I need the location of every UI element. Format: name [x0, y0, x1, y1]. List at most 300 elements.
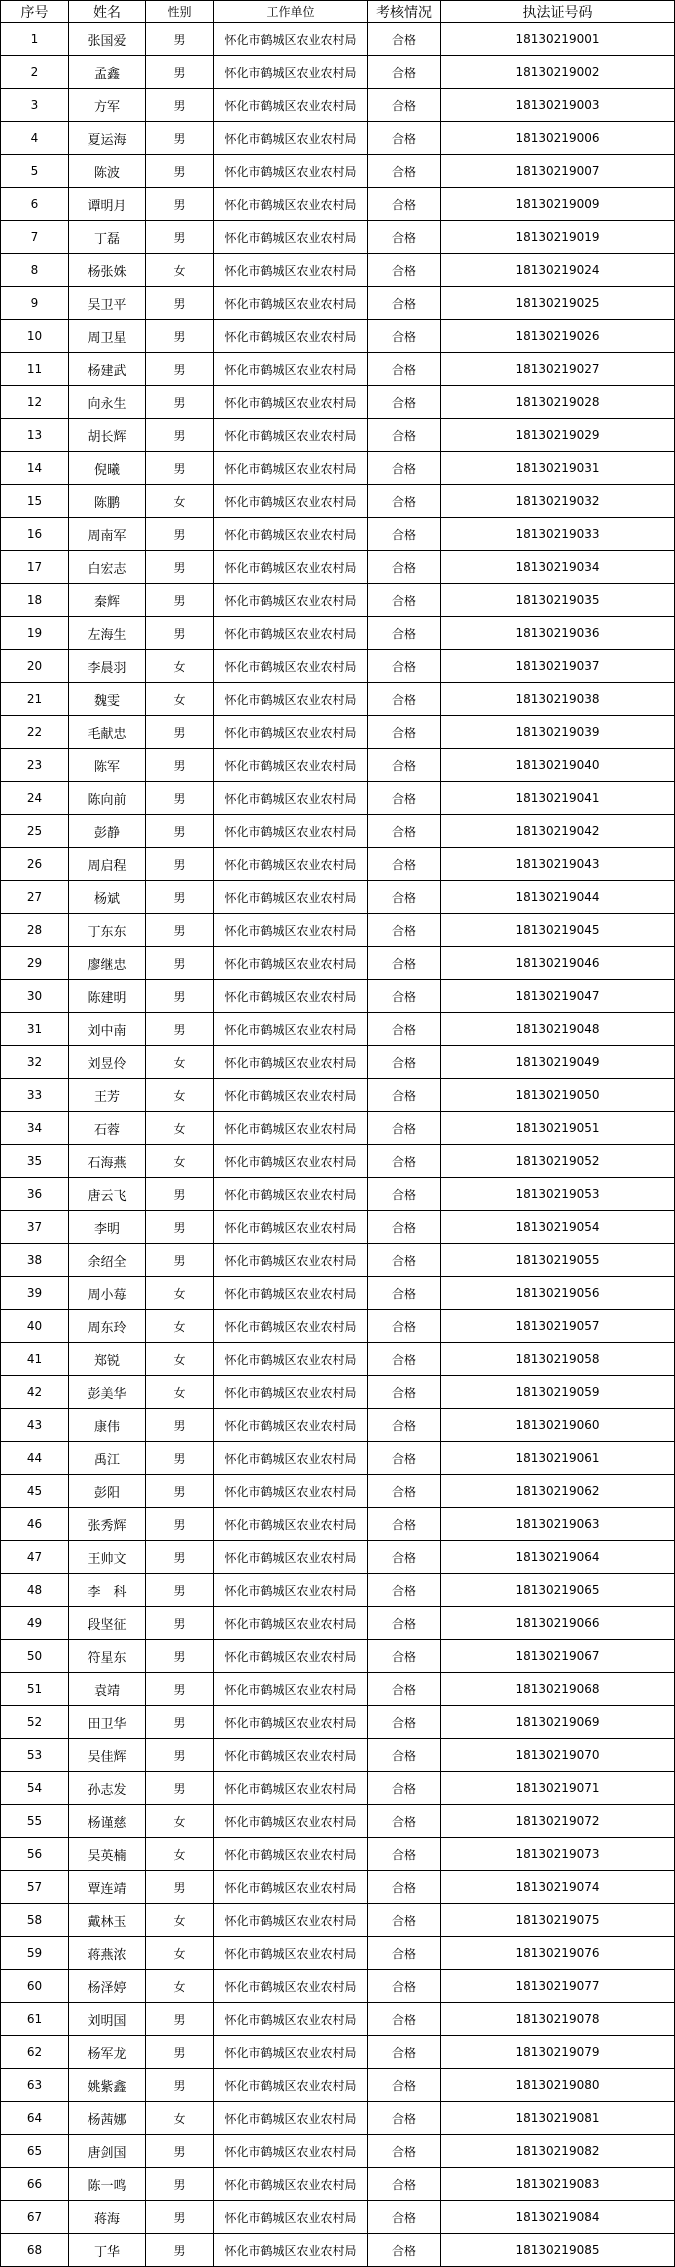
- cell-gender: 男: [146, 56, 214, 89]
- table-row: [1, 1772, 675, 1805]
- cell-name: 杨斌: [69, 881, 146, 914]
- cell-name: 陈一鸣: [69, 2168, 146, 2201]
- cell-name: 杨茜娜: [69, 2102, 146, 2135]
- cell-assessment: 合格: [368, 1310, 441, 1343]
- cell-work-unit: 怀化市鹤城区农业农村局: [214, 1772, 368, 1805]
- cell-index: 26: [1, 848, 69, 881]
- cell-gender: 男: [146, 1673, 214, 1706]
- cell-work-unit: 怀化市鹤城区农业农村局: [214, 551, 368, 584]
- cell-index: 48: [1, 1574, 69, 1607]
- cell-gender: 男: [146, 2036, 214, 2069]
- cell-name: 谭明月: [69, 188, 146, 221]
- cell-gender: 男: [146, 1013, 214, 1046]
- table-row: [1, 1706, 675, 1739]
- cell-assessment: 合格: [368, 2168, 441, 2201]
- cell-work-unit: 怀化市鹤城区农业农村局: [214, 1145, 368, 1178]
- cell-assessment: 合格: [368, 56, 441, 89]
- cell-license-number: 18130219043: [441, 848, 675, 881]
- cell-license-number: 18130219044: [441, 881, 675, 914]
- cell-assessment: 合格: [368, 155, 441, 188]
- cell-gender: 男: [146, 947, 214, 980]
- cell-name: 周东玲: [69, 1310, 146, 1343]
- cell-index: 34: [1, 1112, 69, 1145]
- cell-index: 14: [1, 452, 69, 485]
- cell-work-unit: 怀化市鹤城区农业农村局: [214, 1541, 368, 1574]
- cell-license-number: 18130219027: [441, 353, 675, 386]
- table-row: [1, 914, 675, 947]
- cell-assessment: 合格: [368, 815, 441, 848]
- table-row: [1, 1673, 675, 1706]
- cell-name: 姚紫鑫: [69, 2069, 146, 2102]
- cell-work-unit: 怀化市鹤城区农业农村局: [214, 122, 368, 155]
- cell-gender: 男: [146, 551, 214, 584]
- cell-license-number: 18130219050: [441, 1079, 675, 1112]
- table-row: [1, 782, 675, 815]
- cell-name: 向永生: [69, 386, 146, 419]
- cell-gender: 男: [146, 782, 214, 815]
- cell-gender: 女: [146, 1145, 214, 1178]
- cell-index: 37: [1, 1211, 69, 1244]
- table-row: [1, 452, 675, 485]
- cell-assessment: 合格: [368, 2201, 441, 2234]
- cell-index: 28: [1, 914, 69, 947]
- cell-license-number: 18130219081: [441, 2102, 675, 2135]
- cell-name: 刘中南: [69, 1013, 146, 1046]
- cell-assessment: 合格: [368, 2102, 441, 2135]
- cell-assessment: 合格: [368, 1706, 441, 1739]
- cell-work-unit: 怀化市鹤城区农业农村局: [214, 1046, 368, 1079]
- table-row: [1, 353, 675, 386]
- table-row: [1, 2102, 675, 2135]
- cell-gender: 男: [146, 749, 214, 782]
- cell-assessment: 合格: [368, 782, 441, 815]
- cell-assessment: 合格: [368, 1079, 441, 1112]
- cell-license-number: 18130219049: [441, 1046, 675, 1079]
- table-row: [1, 419, 675, 452]
- cell-license-number: 18130219064: [441, 1541, 675, 1574]
- cell-work-unit: 怀化市鹤城区农业农村局: [214, 221, 368, 254]
- cell-gender: 男: [146, 2234, 214, 2267]
- cell-gender: 男: [146, 1211, 214, 1244]
- cell-index: 61: [1, 2003, 69, 2036]
- cell-work-unit: 怀化市鹤城区农业农村局: [214, 1706, 368, 1739]
- table-row: [1, 386, 675, 419]
- table-row: [1, 1079, 675, 1112]
- cell-work-unit: 怀化市鹤城区农业农村局: [214, 848, 368, 881]
- cell-name: 杨张姝: [69, 254, 146, 287]
- cell-name: 吴佳辉: [69, 1739, 146, 1772]
- cell-assessment: 合格: [368, 518, 441, 551]
- cell-index: 25: [1, 815, 69, 848]
- cell-work-unit: 怀化市鹤城区农业农村局: [214, 881, 368, 914]
- cell-assessment: 合格: [368, 1937, 441, 1970]
- cell-work-unit: 怀化市鹤城区农业农村局: [214, 386, 368, 419]
- cell-gender: 女: [146, 1046, 214, 1079]
- cell-index: 19: [1, 617, 69, 650]
- cell-license-number: 18130219054: [441, 1211, 675, 1244]
- cell-name: 孟鑫: [69, 56, 146, 89]
- header-name: 姓名: [69, 1, 146, 23]
- cell-assessment: 合格: [368, 1211, 441, 1244]
- cell-gender: 女: [146, 485, 214, 518]
- cell-assessment: 合格: [368, 485, 441, 518]
- cell-license-number: 18130219058: [441, 1343, 675, 1376]
- table-row: [1, 881, 675, 914]
- cell-index: 27: [1, 881, 69, 914]
- table-row: [1, 2234, 675, 2267]
- cell-name: 蒋海: [69, 2201, 146, 2234]
- cell-index: 60: [1, 1970, 69, 2003]
- cell-assessment: 合格: [368, 650, 441, 683]
- cell-license-number: 18130219063: [441, 1508, 675, 1541]
- cell-index: 53: [1, 1739, 69, 1772]
- cell-gender: 男: [146, 122, 214, 155]
- cell-work-unit: 怀化市鹤城区农业农村局: [214, 1376, 368, 1409]
- cell-name: 孙志发: [69, 1772, 146, 1805]
- cell-gender: 男: [146, 1475, 214, 1508]
- cell-name: 杨建武: [69, 353, 146, 386]
- cell-index: 15: [1, 485, 69, 518]
- cell-assessment: 合格: [368, 221, 441, 254]
- cell-gender: 女: [146, 1343, 214, 1376]
- cell-license-number: 18130219055: [441, 1244, 675, 1277]
- cell-gender: 女: [146, 1376, 214, 1409]
- cell-work-unit: 怀化市鹤城区农业农村局: [214, 1904, 368, 1937]
- cell-index: 35: [1, 1145, 69, 1178]
- table-row: [1, 584, 675, 617]
- cell-license-number: 18130219046: [441, 947, 675, 980]
- cell-name: 李 科: [69, 1574, 146, 1607]
- cell-gender: 男: [146, 1178, 214, 1211]
- cell-license-number: 18130219071: [441, 1772, 675, 1805]
- cell-index: 23: [1, 749, 69, 782]
- cell-index: 63: [1, 2069, 69, 2102]
- cell-name: 陈波: [69, 155, 146, 188]
- cell-license-number: 18130219072: [441, 1805, 675, 1838]
- cell-license-number: 18130219078: [441, 2003, 675, 2036]
- cell-assessment: 合格: [368, 1178, 441, 1211]
- cell-index: 22: [1, 716, 69, 749]
- cell-gender: 男: [146, 1574, 214, 1607]
- cell-assessment: 合格: [368, 1244, 441, 1277]
- cell-assessment: 合格: [368, 353, 441, 386]
- cell-license-number: 18130219059: [441, 1376, 675, 1409]
- cell-assessment: 合格: [368, 2069, 441, 2102]
- cell-name: 张秀辉: [69, 1508, 146, 1541]
- cell-index: 20: [1, 650, 69, 683]
- cell-gender: 男: [146, 419, 214, 452]
- cell-gender: 女: [146, 1970, 214, 2003]
- cell-gender: 男: [146, 188, 214, 221]
- table-row: [1, 650, 675, 683]
- cell-assessment: 合格: [368, 287, 441, 320]
- cell-index: 5: [1, 155, 69, 188]
- cell-assessment: 合格: [368, 1409, 441, 1442]
- cell-index: 49: [1, 1607, 69, 1640]
- cell-license-number: 18130219083: [441, 2168, 675, 2201]
- cell-gender: 男: [146, 980, 214, 1013]
- cell-index: 6: [1, 188, 69, 221]
- cell-name: 唐云飞: [69, 1178, 146, 1211]
- cell-license-number: 18130219082: [441, 2135, 675, 2168]
- cell-license-number: 18130219002: [441, 56, 675, 89]
- cell-license-number: 18130219076: [441, 1937, 675, 1970]
- cell-gender: 女: [146, 2102, 214, 2135]
- cell-work-unit: 怀化市鹤城区农业农村局: [214, 1112, 368, 1145]
- cell-name: 戴林玉: [69, 1904, 146, 1937]
- table-row: [1, 1640, 675, 1673]
- cell-index: 52: [1, 1706, 69, 1739]
- cell-index: 30: [1, 980, 69, 1013]
- cell-name: 丁东东: [69, 914, 146, 947]
- table-row: [1, 188, 675, 221]
- cell-name: 李明: [69, 1211, 146, 1244]
- table-row: [1, 1508, 675, 1541]
- cell-assessment: 合格: [368, 1145, 441, 1178]
- cell-gender: 男: [146, 815, 214, 848]
- cell-gender: 男: [146, 155, 214, 188]
- cell-name: 唐剑国: [69, 2135, 146, 2168]
- cell-assessment: 合格: [368, 1871, 441, 1904]
- table-row: [1, 683, 675, 716]
- cell-work-unit: 怀化市鹤城区农业农村局: [214, 2003, 368, 2036]
- cell-gender: 女: [146, 683, 214, 716]
- table-row: [1, 1475, 675, 1508]
- cell-work-unit: 怀化市鹤城区农业农村局: [214, 1739, 368, 1772]
- cell-gender: 男: [146, 848, 214, 881]
- cell-work-unit: 怀化市鹤城区农业农村局: [214, 353, 368, 386]
- cell-gender: 女: [146, 254, 214, 287]
- cell-work-unit: 怀化市鹤城区农业农村局: [214, 2135, 368, 2168]
- table-row: [1, 848, 675, 881]
- cell-work-unit: 怀化市鹤城区农业农村局: [214, 1508, 368, 1541]
- cell-work-unit: 怀化市鹤城区农业农村局: [214, 2102, 368, 2135]
- table-row: [1, 749, 675, 782]
- cell-license-number: 18130219024: [441, 254, 675, 287]
- cell-work-unit: 怀化市鹤城区农业农村局: [214, 947, 368, 980]
- cell-assessment: 合格: [368, 1046, 441, 1079]
- cell-assessment: 合格: [368, 386, 441, 419]
- cell-license-number: 18130219053: [441, 1178, 675, 1211]
- cell-gender: 男: [146, 1442, 214, 1475]
- cell-work-unit: 怀化市鹤城区农业农村局: [214, 1178, 368, 1211]
- cell-name: 周卫星: [69, 320, 146, 353]
- cell-license-number: 18130219026: [441, 320, 675, 353]
- cell-work-unit: 怀化市鹤城区农业农村局: [214, 1838, 368, 1871]
- cell-license-number: 18130219065: [441, 1574, 675, 1607]
- cell-gender: 男: [146, 320, 214, 353]
- table-row: [1, 1409, 675, 1442]
- cell-work-unit: 怀化市鹤城区农业农村局: [214, 320, 368, 353]
- cell-license-number: 18130219052: [441, 1145, 675, 1178]
- cell-assessment: 合格: [368, 1013, 441, 1046]
- cell-name: 石海燕: [69, 1145, 146, 1178]
- cell-work-unit: 怀化市鹤城区农业农村局: [214, 749, 368, 782]
- cell-name: 周小莓: [69, 1277, 146, 1310]
- cell-index: 45: [1, 1475, 69, 1508]
- cell-assessment: 合格: [368, 452, 441, 485]
- table-row: [1, 2135, 675, 2168]
- cell-name: 吴卫平: [69, 287, 146, 320]
- cell-assessment: 合格: [368, 683, 441, 716]
- cell-gender: 女: [146, 650, 214, 683]
- cell-gender: 男: [146, 1739, 214, 1772]
- table-row: [1, 1574, 675, 1607]
- table-row: [1, 551, 675, 584]
- cell-name: 刘明国: [69, 2003, 146, 2036]
- cell-assessment: 合格: [368, 2135, 441, 2168]
- cell-work-unit: 怀化市鹤城区农业农村局: [214, 617, 368, 650]
- cell-assessment: 合格: [368, 1772, 441, 1805]
- cell-assessment: 合格: [368, 1376, 441, 1409]
- table-row: [1, 716, 675, 749]
- cell-index: 38: [1, 1244, 69, 1277]
- cell-work-unit: 怀化市鹤城区农业农村局: [214, 1673, 368, 1706]
- cell-index: 29: [1, 947, 69, 980]
- cell-name: 白宏志: [69, 551, 146, 584]
- cell-index: 42: [1, 1376, 69, 1409]
- table-row: [1, 1838, 675, 1871]
- cell-name: 魏雯: [69, 683, 146, 716]
- cell-assessment: 合格: [368, 1541, 441, 1574]
- cell-index: 17: [1, 551, 69, 584]
- table-row: [1, 518, 675, 551]
- cell-index: 46: [1, 1508, 69, 1541]
- cell-license-number: 18130219045: [441, 914, 675, 947]
- cell-license-number: 18130219038: [441, 683, 675, 716]
- cell-index: 58: [1, 1904, 69, 1937]
- cell-work-unit: 怀化市鹤城区农业农村局: [214, 2069, 368, 2102]
- cell-gender: 男: [146, 518, 214, 551]
- cell-gender: 女: [146, 1937, 214, 1970]
- cell-gender: 男: [146, 353, 214, 386]
- cell-work-unit: 怀化市鹤城区农业农村局: [214, 1805, 368, 1838]
- cell-work-unit: 怀化市鹤城区农业农村局: [214, 716, 368, 749]
- cell-name: 李晨羽: [69, 650, 146, 683]
- cell-license-number: 18130219034: [441, 551, 675, 584]
- cell-license-number: 18130219028: [441, 386, 675, 419]
- cell-work-unit: 怀化市鹤城区农业农村局: [214, 980, 368, 1013]
- cell-index: 1: [1, 23, 69, 56]
- cell-name: 石蓉: [69, 1112, 146, 1145]
- table-row: [1, 1343, 675, 1376]
- table-row: [1, 2168, 675, 2201]
- cell-name: 覃连靖: [69, 1871, 146, 1904]
- cell-assessment: 合格: [368, 2036, 441, 2069]
- cell-assessment: 合格: [368, 1805, 441, 1838]
- cell-work-unit: 怀化市鹤城区农业农村局: [214, 1937, 368, 1970]
- cell-work-unit: 怀化市鹤城区农业农村局: [214, 782, 368, 815]
- cell-assessment: 合格: [368, 1508, 441, 1541]
- cell-work-unit: 怀化市鹤城区农业农村局: [214, 914, 368, 947]
- table-row: [1, 2069, 675, 2102]
- cell-gender: 男: [146, 1541, 214, 1574]
- cell-work-unit: 怀化市鹤城区农业农村局: [214, 2201, 368, 2234]
- cell-assessment: 合格: [368, 848, 441, 881]
- cell-work-unit: 怀化市鹤城区农业农村局: [214, 1343, 368, 1376]
- cell-license-number: 18130219003: [441, 89, 675, 122]
- cell-gender: 男: [146, 2201, 214, 2234]
- cell-assessment: 合格: [368, 1739, 441, 1772]
- table-row: [1, 2003, 675, 2036]
- cell-work-unit: 怀化市鹤城区农业农村局: [214, 287, 368, 320]
- cell-license-number: 18130219009: [441, 188, 675, 221]
- cell-assessment: 合格: [368, 1574, 441, 1607]
- cell-license-number: 18130219037: [441, 650, 675, 683]
- cell-license-number: 18130219080: [441, 2069, 675, 2102]
- cell-name: 陈鹏: [69, 485, 146, 518]
- cell-assessment: 合格: [368, 1607, 441, 1640]
- cell-assessment: 合格: [368, 1904, 441, 1937]
- table-row: [1, 2036, 675, 2069]
- table-row: [1, 1739, 675, 1772]
- cell-assessment: 合格: [368, 2234, 441, 2267]
- cell-assessment: 合格: [368, 419, 441, 452]
- cell-gender: 男: [146, 1871, 214, 1904]
- cell-work-unit: 怀化市鹤城区农业农村局: [214, 254, 368, 287]
- cell-index: 59: [1, 1937, 69, 1970]
- cell-license-number: 18130219041: [441, 782, 675, 815]
- table-row: [1, 1046, 675, 1079]
- cell-work-unit: 怀化市鹤城区农业农村局: [214, 2036, 368, 2069]
- cell-index: 54: [1, 1772, 69, 1805]
- cell-assessment: 合格: [368, 914, 441, 947]
- table-row: [1, 1871, 675, 1904]
- cell-assessment: 合格: [368, 1442, 441, 1475]
- cell-work-unit: 怀化市鹤城区农业农村局: [214, 1970, 368, 2003]
- table-row: [1, 1211, 675, 1244]
- cell-license-number: 18130219084: [441, 2201, 675, 2234]
- cell-gender: 男: [146, 1508, 214, 1541]
- cell-name: 陈建明: [69, 980, 146, 1013]
- table-row: [1, 980, 675, 1013]
- cell-gender: 女: [146, 1277, 214, 1310]
- cell-name: 禹江: [69, 1442, 146, 1475]
- cell-name: 康伟: [69, 1409, 146, 1442]
- cell-name: 蒋燕浓: [69, 1937, 146, 1970]
- cell-work-unit: 怀化市鹤城区农业农村局: [214, 1574, 368, 1607]
- cell-gender: 男: [146, 221, 214, 254]
- cell-license-number: 18130219047: [441, 980, 675, 1013]
- cell-work-unit: 怀化市鹤城区农业农村局: [214, 1211, 368, 1244]
- cell-gender: 男: [146, 1706, 214, 1739]
- cell-license-number: 18130219085: [441, 2234, 675, 2267]
- cell-work-unit: 怀化市鹤城区农业农村局: [214, 485, 368, 518]
- cell-gender: 男: [146, 881, 214, 914]
- cell-assessment: 合格: [368, 254, 441, 287]
- cell-name: 刘昱伶: [69, 1046, 146, 1079]
- table-row: [1, 56, 675, 89]
- cell-index: 4: [1, 122, 69, 155]
- cell-work-unit: 怀化市鹤城区农业农村局: [214, 452, 368, 485]
- cell-index: 56: [1, 1838, 69, 1871]
- table-row: [1, 254, 675, 287]
- cell-index: 31: [1, 1013, 69, 1046]
- cell-name: 吴英楠: [69, 1838, 146, 1871]
- cell-license-number: 18130219056: [441, 1277, 675, 1310]
- cell-gender: 男: [146, 584, 214, 617]
- cell-assessment: 合格: [368, 2003, 441, 2036]
- cell-assessment: 合格: [368, 188, 441, 221]
- cell-work-unit: 怀化市鹤城区农业农村局: [214, 419, 368, 452]
- cell-license-number: 18130219025: [441, 287, 675, 320]
- cell-index: 7: [1, 221, 69, 254]
- table-row: [1, 1607, 675, 1640]
- cell-gender: 男: [146, 2135, 214, 2168]
- table-row: [1, 287, 675, 320]
- cell-assessment: 合格: [368, 1475, 441, 1508]
- header-license-number: 执法证号码: [441, 1, 675, 23]
